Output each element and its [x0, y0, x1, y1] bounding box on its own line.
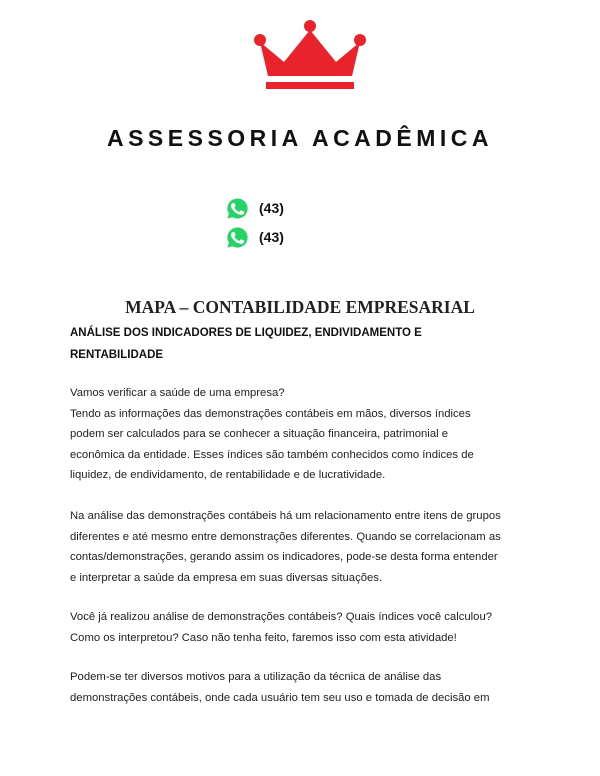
whatsapp-contact[interactable]: [226, 225, 284, 249]
paragraph-line: econômica da entidade. Esses índices são também conhecidos como índices de: [70, 448, 474, 461]
paragraph: [70, 607, 540, 648]
whatsapp-icon: [226, 197, 249, 220]
brand-name: ASSESSORIA ACADÊMICA: [106, 125, 494, 151]
crown-icon: [254, 18, 366, 92]
paragraph-line: Vamos verificar a saúde de uma empresa?: [70, 387, 285, 399]
subtitle-line: ANÁLISE DOS INDICADORES DE LIQUIDEZ, ENDIVIDAMENTO E: [70, 327, 422, 339]
paragraph-line: demonstrações contábeis, onde cada usuário tem seu uso e tomada de decisão em: [70, 691, 490, 704]
paragraph-line: podem ser calculados para se conhecer a situação financeira, patrimonial e: [70, 428, 449, 440]
phone-number: (43): [259, 200, 284, 216]
paragraph-line: e interpretar a saúde da empresa em suas diversas situações.: [70, 571, 383, 584]
subtitle-line: RENTABILIDADE: [70, 349, 164, 361]
paragraph-line: Podem-se ter diversos motivos para a utilização da técnica de análise das: [70, 671, 442, 683]
paragraph: [70, 506, 540, 588]
paragraph: [70, 383, 540, 486]
whatsapp-icon: [226, 226, 249, 249]
paragraph-line: Você já realizou análise de demonstrações contábeis? Quais índices você calculou?: [70, 611, 493, 623]
paragraph-line: Como os interpretou? Caso não tenha feito, faremos isso com esta atividade!: [70, 631, 457, 644]
document-title: MAPA – CONTABILIDADE EMPRESARIAL: [125, 297, 475, 317]
paragraph-line: Tendo as informações das demonstrações contábeis em mãos, diversos índices: [70, 407, 471, 420]
paragraph-line: Na análise das demonstrações contábeis há um relacionamento entre itens de grupos: [70, 510, 501, 522]
paragraph: [70, 667, 540, 708]
phone-number: (43): [259, 229, 284, 245]
paragraph-line: contas/demonstrações, gerando assim os indicadores, pode-se desta forma entender: [70, 551, 498, 563]
whatsapp-contact[interactable]: [226, 196, 284, 220]
paragraph-line: diferentes e até mesmo entre demonstrações diferentes. Quando se correlacionam as: [70, 530, 501, 543]
document-subtitle: [70, 322, 490, 366]
paragraph-line: liquidez, de endividamento, de rentabilidade e de lucratividade.: [70, 469, 386, 481]
